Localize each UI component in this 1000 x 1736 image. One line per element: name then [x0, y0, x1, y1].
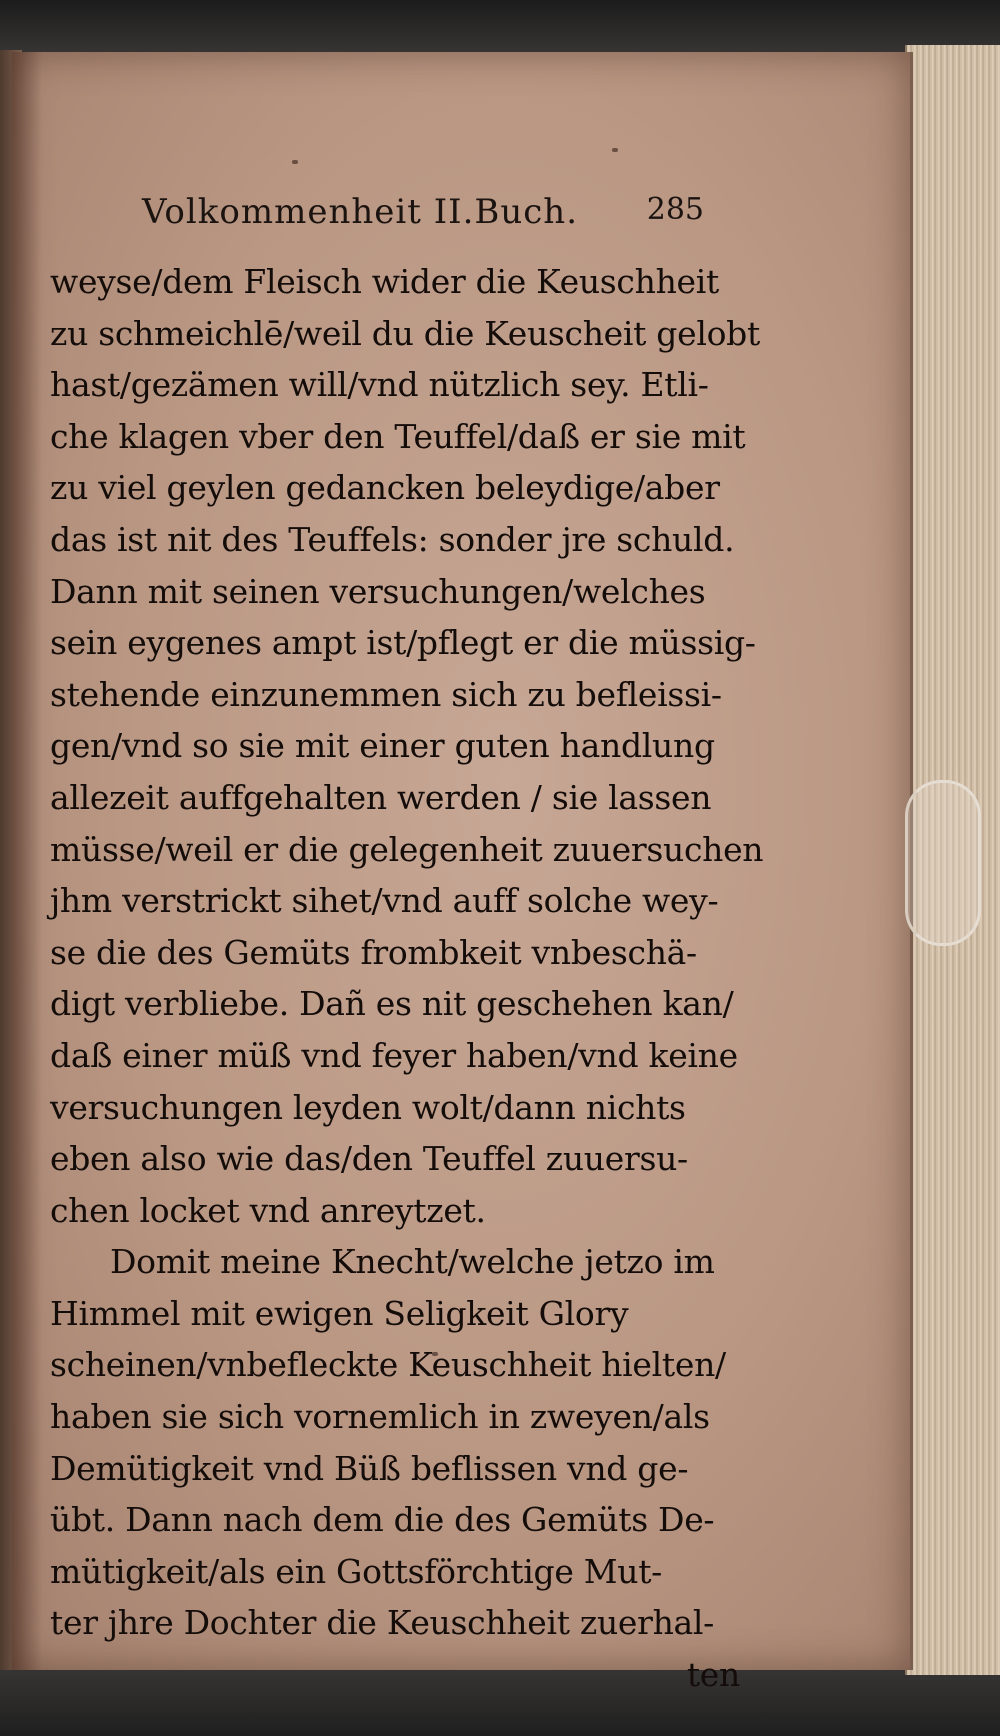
- text-line: übt. Dann nach dem die des Gemüts De-: [50, 1500, 715, 1540]
- text-line: das ist nit des Teuffels: sonder jre schuld.: [50, 519, 735, 559]
- text-line: haben sie sich vornemlich in zweyen/als: [50, 1397, 710, 1437]
- catchword: ten: [686, 1655, 740, 1695]
- text-line: müsse/weil er die gelegenheit zuuersuchen: [50, 829, 764, 869]
- text-line: stehende einzunemmen sich zu befleissi-: [50, 674, 722, 714]
- text-line: daß einer müß vnd feyer haben/vnd keine: [50, 1035, 738, 1075]
- text-line: allezeit auffgehalten werden / sie lassen: [50, 777, 712, 817]
- text-line: gen/vnd so sie mit einer guten handlung: [50, 726, 715, 766]
- text-line: che klagen vber den Teuffel/daß er sie mit: [50, 416, 746, 456]
- book-page: [12, 52, 913, 1695]
- text-line: zu schmeichlē/weil du die Keuscheit gelobt: [50, 313, 760, 353]
- text-line: Dann mit seinen versuchungen/welches: [50, 571, 706, 611]
- text-line: sein eygenes ampt ist/pflegt er die müssig-: [50, 623, 756, 663]
- text-line: ter jhre Dochter die Keuschheit zuerhal-: [50, 1603, 715, 1643]
- ink-fleck: [612, 148, 618, 152]
- text-line: Domit meine Knecht/welche jetzo im: [110, 1242, 715, 1282]
- text-line: Demütigkeit vnd Büß beflissen vnd ge-: [50, 1448, 689, 1488]
- text-line: hast/gezämen will/vnd nützlich sey. Etli-: [50, 365, 709, 405]
- text-line: digt verbliebe. Dañ es nit geschehen kan/: [50, 984, 734, 1024]
- text-line: versuchungen leyden wolt/dann nichts: [50, 1087, 686, 1127]
- running-head: Volkommenheit II.Buch.: [142, 192, 579, 232]
- text-line: se die des Gemüts frombkeit vnbeschä-: [50, 932, 697, 972]
- page-number: 285: [646, 192, 704, 227]
- text-line: mütigkeit/als ein Gottsförchtige Mut-: [50, 1551, 663, 1591]
- page-clip: [905, 780, 981, 946]
- text-line: jhm verstrickt sihet/vnd auff solche wey-: [50, 881, 719, 921]
- body-text: [50, 256, 764, 1701]
- text-line: zu viel geylen gedancken beleydige/aber: [50, 468, 720, 508]
- text-line: Himmel mit ewigen Seligkeit Glory: [50, 1293, 629, 1333]
- text-line: scheinen/vnbefleckte Keuschheit hielten/: [50, 1345, 726, 1385]
- scan-background-top: [0, 0, 1000, 60]
- text-line: chen locket vnd anreytzet.: [50, 1190, 486, 1230]
- text-line: eben also wie das/den Teuffel zuuersu-: [50, 1139, 688, 1179]
- ink-fleck: [292, 160, 298, 164]
- text-line: weyse/dem Fleisch wider die Keuschheit: [50, 262, 719, 301]
